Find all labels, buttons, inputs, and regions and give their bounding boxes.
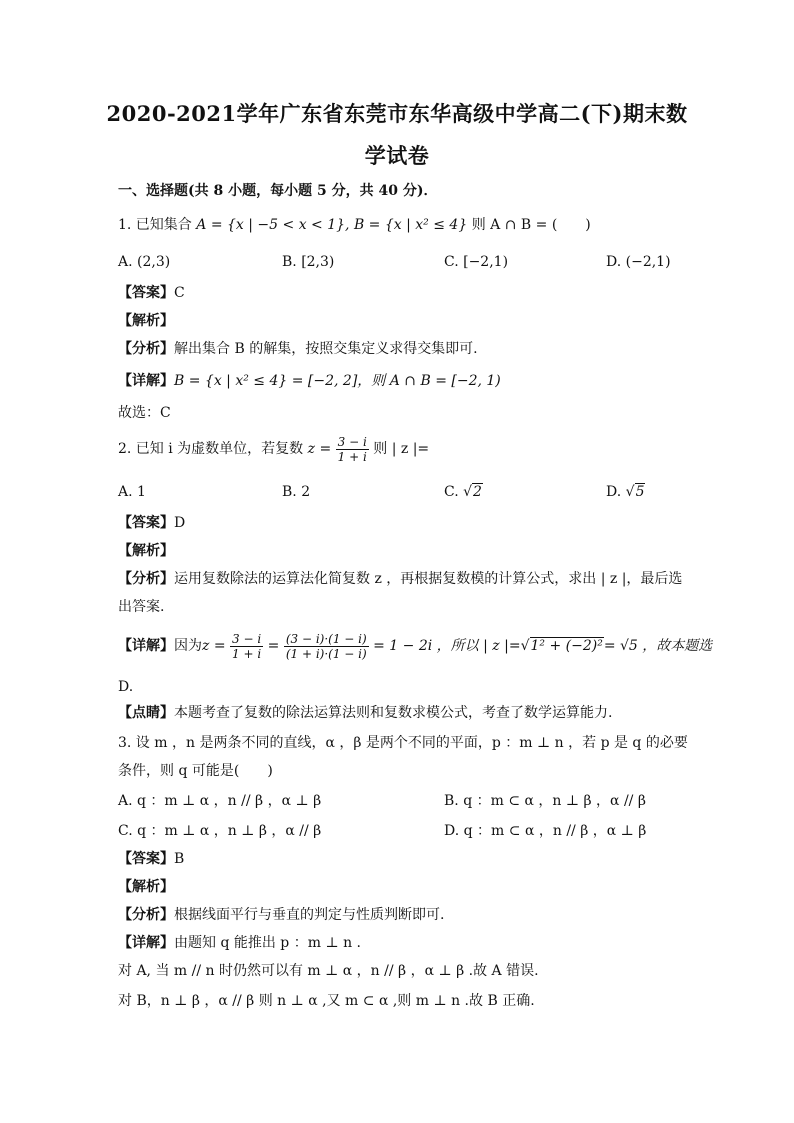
detail-text: B = {x | x² ≤ 4} = [−2, 2]，则 A ∩ B = [−2, 1) (174, 373, 501, 389)
q1-option-c: C. [−2,1) (444, 254, 509, 270)
q2-remark (118, 704, 612, 722)
detail-sqrt-radicand: 1² + (−2)² (530, 638, 603, 654)
fraction-numerator: (3 − i)·(1 − i) (285, 631, 367, 646)
q2-analysis-line1 (118, 570, 682, 588)
detail-tail: = √5 ，故本题选 (603, 638, 713, 654)
q3-option-b: B. q ：m ⊂ α ，n ⊥ β ，α // β (444, 793, 646, 809)
detail-fraction-2 (284, 632, 369, 661)
q3-case-a: 对 A, 当 m // n 时仍然可以有 m ⊥ α ，n // β ，α ⊥ β .故 A 错误. (118, 963, 539, 979)
q1-stem-prefix: 1. 已知集合 (118, 217, 192, 233)
q2-stem-suffix: 则 | z |= (373, 441, 430, 457)
q1-set-a: A = {x | −5 < x < 1} (196, 217, 346, 233)
q2-detail-end: D. (118, 679, 134, 695)
detail-text: 由题知 q 能推出 p ：m ⊥ n . (174, 935, 361, 951)
answer-value: B (174, 851, 185, 867)
analysis-text: 解出集合 B 的解集，按照交集定义求得交集即可. (174, 341, 478, 357)
q1-conclusion: 故选：C (118, 405, 171, 421)
q1-option-a: A. (2,3) (118, 254, 171, 270)
q3-option-a: A. q ：m ⊥ α ，n // β ，α ⊥ β (118, 793, 322, 809)
detail-because: 因为 (174, 638, 202, 654)
q2-option-b: B. 2 (282, 484, 311, 500)
q1-detail (118, 372, 501, 390)
detail-result: = 1 − 2i ，所以 | z |= (373, 638, 521, 654)
fraction-denominator: 1 + i (232, 646, 262, 661)
q2-option-d-label: D. (606, 484, 622, 500)
analysis-tag: 【分析】 (118, 571, 174, 587)
q2-analysis-heading: 【解析】 (118, 543, 174, 559)
q2-analysis-line2: 出答案. (118, 599, 165, 615)
fraction-denominator: (1 + i)·(1 − i) (285, 646, 367, 661)
sqrt-symbol: √2 (463, 484, 482, 500)
q3-answer (118, 850, 184, 868)
q1-answer (118, 284, 185, 302)
q2-frac-num: 3 − i (337, 434, 367, 449)
q2-stem-prefix: 2. 已知 i 为虚数单位，若复数 (118, 441, 304, 457)
q3-stem-line1: 3. 设 m ，n 是两条不同的直线，α ，β 是两个不同的平面，p ：m ⊥ n ，若 p 是 q 的必要 (118, 735, 688, 751)
q1-option-b: B. [2,3) (282, 254, 335, 270)
document-title-line1: 2020-2021学年广东省东莞市东华高级中学高二(下)期末数 (106, 101, 688, 126)
q3-detail (118, 934, 361, 952)
answer-value: C (174, 285, 185, 301)
q1-stem (118, 216, 591, 234)
analysis-text: 根据线面平行与垂直的判定与性质判断即可. (174, 907, 445, 923)
q2-option-a: A. 1 (118, 484, 146, 500)
section-heading: 一、选择题(共 8 小题，每小题 5 分，共 40 分)． (118, 183, 438, 199)
q1-option-d: D. (−2,1) (606, 254, 671, 270)
q2-answer (118, 514, 185, 532)
q2-stem (118, 432, 429, 466)
document-title-line2: 学试卷 (364, 143, 430, 168)
q2-option-d-radicand: 5 (635, 484, 645, 500)
q1-analysis-heading: 【解析】 (118, 313, 174, 329)
q3-stem-line2: 条件，则 q 可能是( ) (118, 763, 273, 779)
q1-stem-suffix: 则 A ∩ B = ( ) (471, 217, 591, 233)
analysis-text: 运用复数除法的运算法化简复数 z ，再根据复数模的计算公式，求出 | z |，最后选 (174, 571, 683, 587)
q2-option-c-label: C. (444, 484, 459, 500)
q2-detail (118, 628, 712, 664)
q2-option-c-radicand: 2 (473, 484, 482, 500)
q2-frac-den: 1 + i (337, 449, 367, 464)
detail-fraction-1 (230, 632, 263, 661)
q2-option-d (606, 484, 645, 500)
fraction-numerator: 3 − i (232, 631, 262, 646)
q3-analysis-heading: 【解析】 (118, 879, 174, 895)
answer-tag: 【答案】 (118, 515, 174, 531)
detail-eq: = (267, 638, 280, 654)
answer-tag: 【答案】 (118, 851, 174, 867)
detail-z: z = (202, 638, 226, 654)
q3-analysis (118, 906, 444, 924)
q2-option-c (444, 484, 483, 500)
analysis-tag: 【分析】 (118, 907, 174, 923)
remark-text: 本题考查了复数的除法运算法则和复数求模公式，考查了数学运算能力. (174, 705, 613, 721)
q3-option-c: C. q ：m ⊥ α ，n ⊥ β ，α // β (118, 823, 322, 839)
sqrt-symbol: √1² + (−2)² (520, 638, 603, 654)
analysis-tag: 【分析】 (118, 341, 174, 357)
q3-case-b: 对 B，n ⊥ β ，α // β 则 n ⊥ α ,又 m ⊂ α ,则 m ⊥ n .故 B 正确. (118, 993, 535, 1009)
q1-set-b: , B = {x | x² ≤ 4} (345, 217, 468, 233)
detail-tag: 【详解】 (118, 373, 174, 389)
q2-z-eq: z = (307, 441, 332, 457)
q3-option-d: D. q ：m ⊂ α ，n // β ，α ⊥ β (444, 823, 647, 839)
detail-tag: 【详解】 (118, 638, 174, 654)
sqrt-symbol: √5 (625, 484, 645, 500)
q1-analysis (118, 340, 478, 358)
q2-fraction (336, 435, 369, 464)
answer-tag: 【答案】 (118, 285, 174, 301)
answer-value: D (174, 515, 186, 531)
detail-tag: 【详解】 (118, 935, 174, 951)
remark-tag: 【点睛】 (118, 705, 174, 721)
